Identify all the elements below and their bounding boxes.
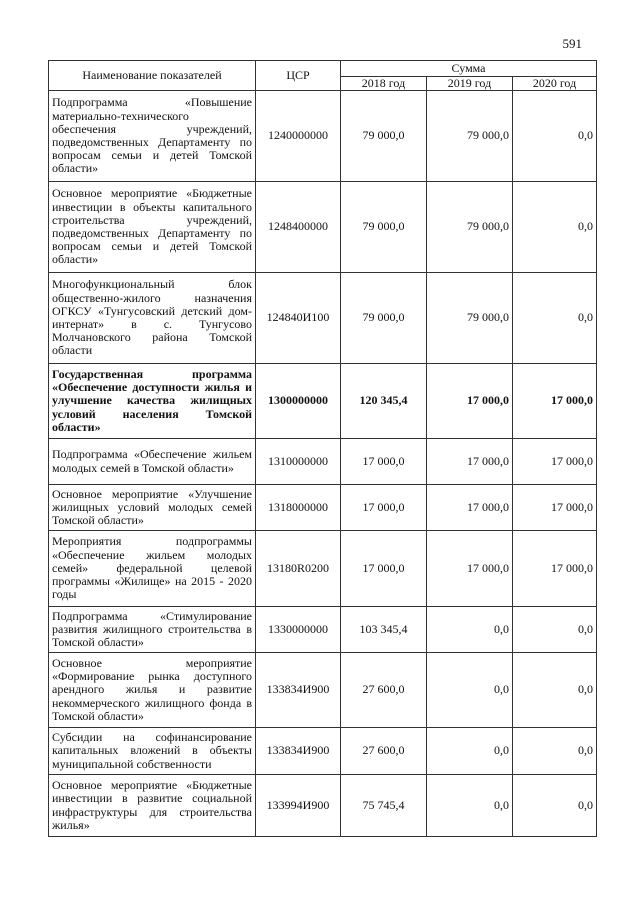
header-year-2020: 2020 год (513, 77, 597, 91)
row-value-2018: 17 000,0 (341, 485, 427, 531)
row-value-2020: 0,0 (513, 91, 597, 182)
row-name: Основное мероприятие «Улучшение жилищных условий молодых семей Томской области» (49, 485, 256, 531)
row-code: 1330000000 (256, 607, 341, 653)
header-name: Наименование показателей (49, 61, 256, 91)
row-value-2018: 75 745,4 (341, 775, 427, 837)
row-name: Мероприятия подпрограммы «Обеспечение жильем молодых семей» федеральной целевой программы «Жилище» на 2015 - 2020 годы (49, 531, 256, 607)
row-code: 13180R0200 (256, 531, 341, 607)
row-value-2018: 27 600,0 (341, 653, 427, 728)
row-name: Основное мероприятие «Формирование рынка доступного арендного жилья и развитие некоммерческого жилищного фонда в Томской области» (49, 653, 256, 728)
row-name: Основное мероприятие «Бюджетные инвестиции в объекты капитального строительства учреждений, подведомственных Департаменту по вопросам семьи и детей Томской области» (49, 182, 256, 273)
page-number: 591 (562, 36, 582, 51)
table-row (49, 607, 597, 653)
table-row (49, 531, 597, 607)
row-value-2020: 0,0 (513, 182, 597, 273)
row-code: 1318000000 (256, 485, 341, 531)
row-value-2020: 0,0 (513, 607, 597, 653)
row-value-2020: 0,0 (513, 775, 597, 837)
row-value-2019: 79 000,0 (427, 182, 513, 273)
row-code: 1248400000 (256, 182, 341, 273)
row-code: 1310000000 (256, 439, 341, 485)
row-value-2020: 17 000,0 (513, 531, 597, 607)
row-value-2018: 120 345,4 (341, 364, 427, 439)
row-value-2019: 17 000,0 (427, 485, 513, 531)
table-row (49, 91, 597, 182)
table-row (49, 182, 597, 273)
row-value-2020: 0,0 (513, 273, 597, 364)
row-value-2019: 0,0 (427, 653, 513, 728)
row-value-2019: 17 000,0 (427, 364, 513, 439)
row-value-2020: 17 000,0 (513, 439, 597, 485)
row-value-2018: 27 600,0 (341, 728, 427, 775)
row-code: 1300000000 (256, 364, 341, 439)
row-code: 1240000000 (256, 91, 341, 182)
row-name: Государственная программа «Обеспечение доступности жилья и улучшение качества жилищных условий населения Томской области» (49, 364, 256, 439)
row-value-2020: 17 000,0 (513, 485, 597, 531)
header-sum: Сумма (341, 61, 597, 77)
table-row (49, 273, 597, 364)
row-value-2019: 17 000,0 (427, 439, 513, 485)
row-value-2019: 0,0 (427, 607, 513, 653)
row-value-2018: 103 345,4 (341, 607, 427, 653)
row-name: Подпрограмма «Обеспечение жильем молодых семей в Томской области» (49, 439, 256, 485)
row-name: Основное мероприятие «Бюджетные инвестиции в развитие социальной инфраструктуры для строительства жилья» (49, 775, 256, 837)
row-value-2018: 17 000,0 (341, 439, 427, 485)
row-value-2019: 0,0 (427, 728, 513, 775)
row-value-2020: 0,0 (513, 653, 597, 728)
table-row (49, 653, 597, 728)
table-row (49, 485, 597, 531)
row-code: 124840И100 (256, 273, 341, 364)
row-value-2018: 79 000,0 (341, 273, 427, 364)
row-code: 133834И900 (256, 728, 341, 775)
row-name: Подпрограмма «Повышение материально-технического обеспечения учреждений, подведомственных Департаменту по вопросам семьи и детей Томской области» (49, 91, 256, 182)
row-code: 133834И900 (256, 653, 341, 728)
table-row (49, 439, 597, 485)
budget-table (48, 60, 597, 837)
row-name: Субсидии на софинансирование капитальных вложений в объекты муниципальной собственности (49, 728, 256, 775)
row-value-2019: 17 000,0 (427, 531, 513, 607)
row-value-2018: 79 000,0 (341, 182, 427, 273)
row-value-2020: 17 000,0 (513, 364, 597, 439)
table-row (49, 775, 597, 837)
row-value-2019: 79 000,0 (427, 91, 513, 182)
header-code: ЦСР (256, 61, 341, 91)
header-year-2018: 2018 год (341, 77, 427, 91)
table-row (49, 728, 597, 775)
row-value-2018: 17 000,0 (341, 531, 427, 607)
row-value-2019: 79 000,0 (427, 273, 513, 364)
row-name: Многофункциональный блок общественно-жилого назначения ОГКСУ «Тунгусовский детский дом-интернат» в с. Тунгусово Молчановского района Томской области (49, 273, 256, 364)
row-name: Подпрограмма «Стимулирование развития жилищного строительства в Томской области» (49, 607, 256, 653)
row-value-2020: 0,0 (513, 728, 597, 775)
row-code: 133994И900 (256, 775, 341, 837)
row-value-2018: 79 000,0 (341, 91, 427, 182)
table-row (49, 364, 597, 439)
header-year-2019: 2019 год (427, 77, 513, 91)
row-value-2019: 0,0 (427, 775, 513, 837)
